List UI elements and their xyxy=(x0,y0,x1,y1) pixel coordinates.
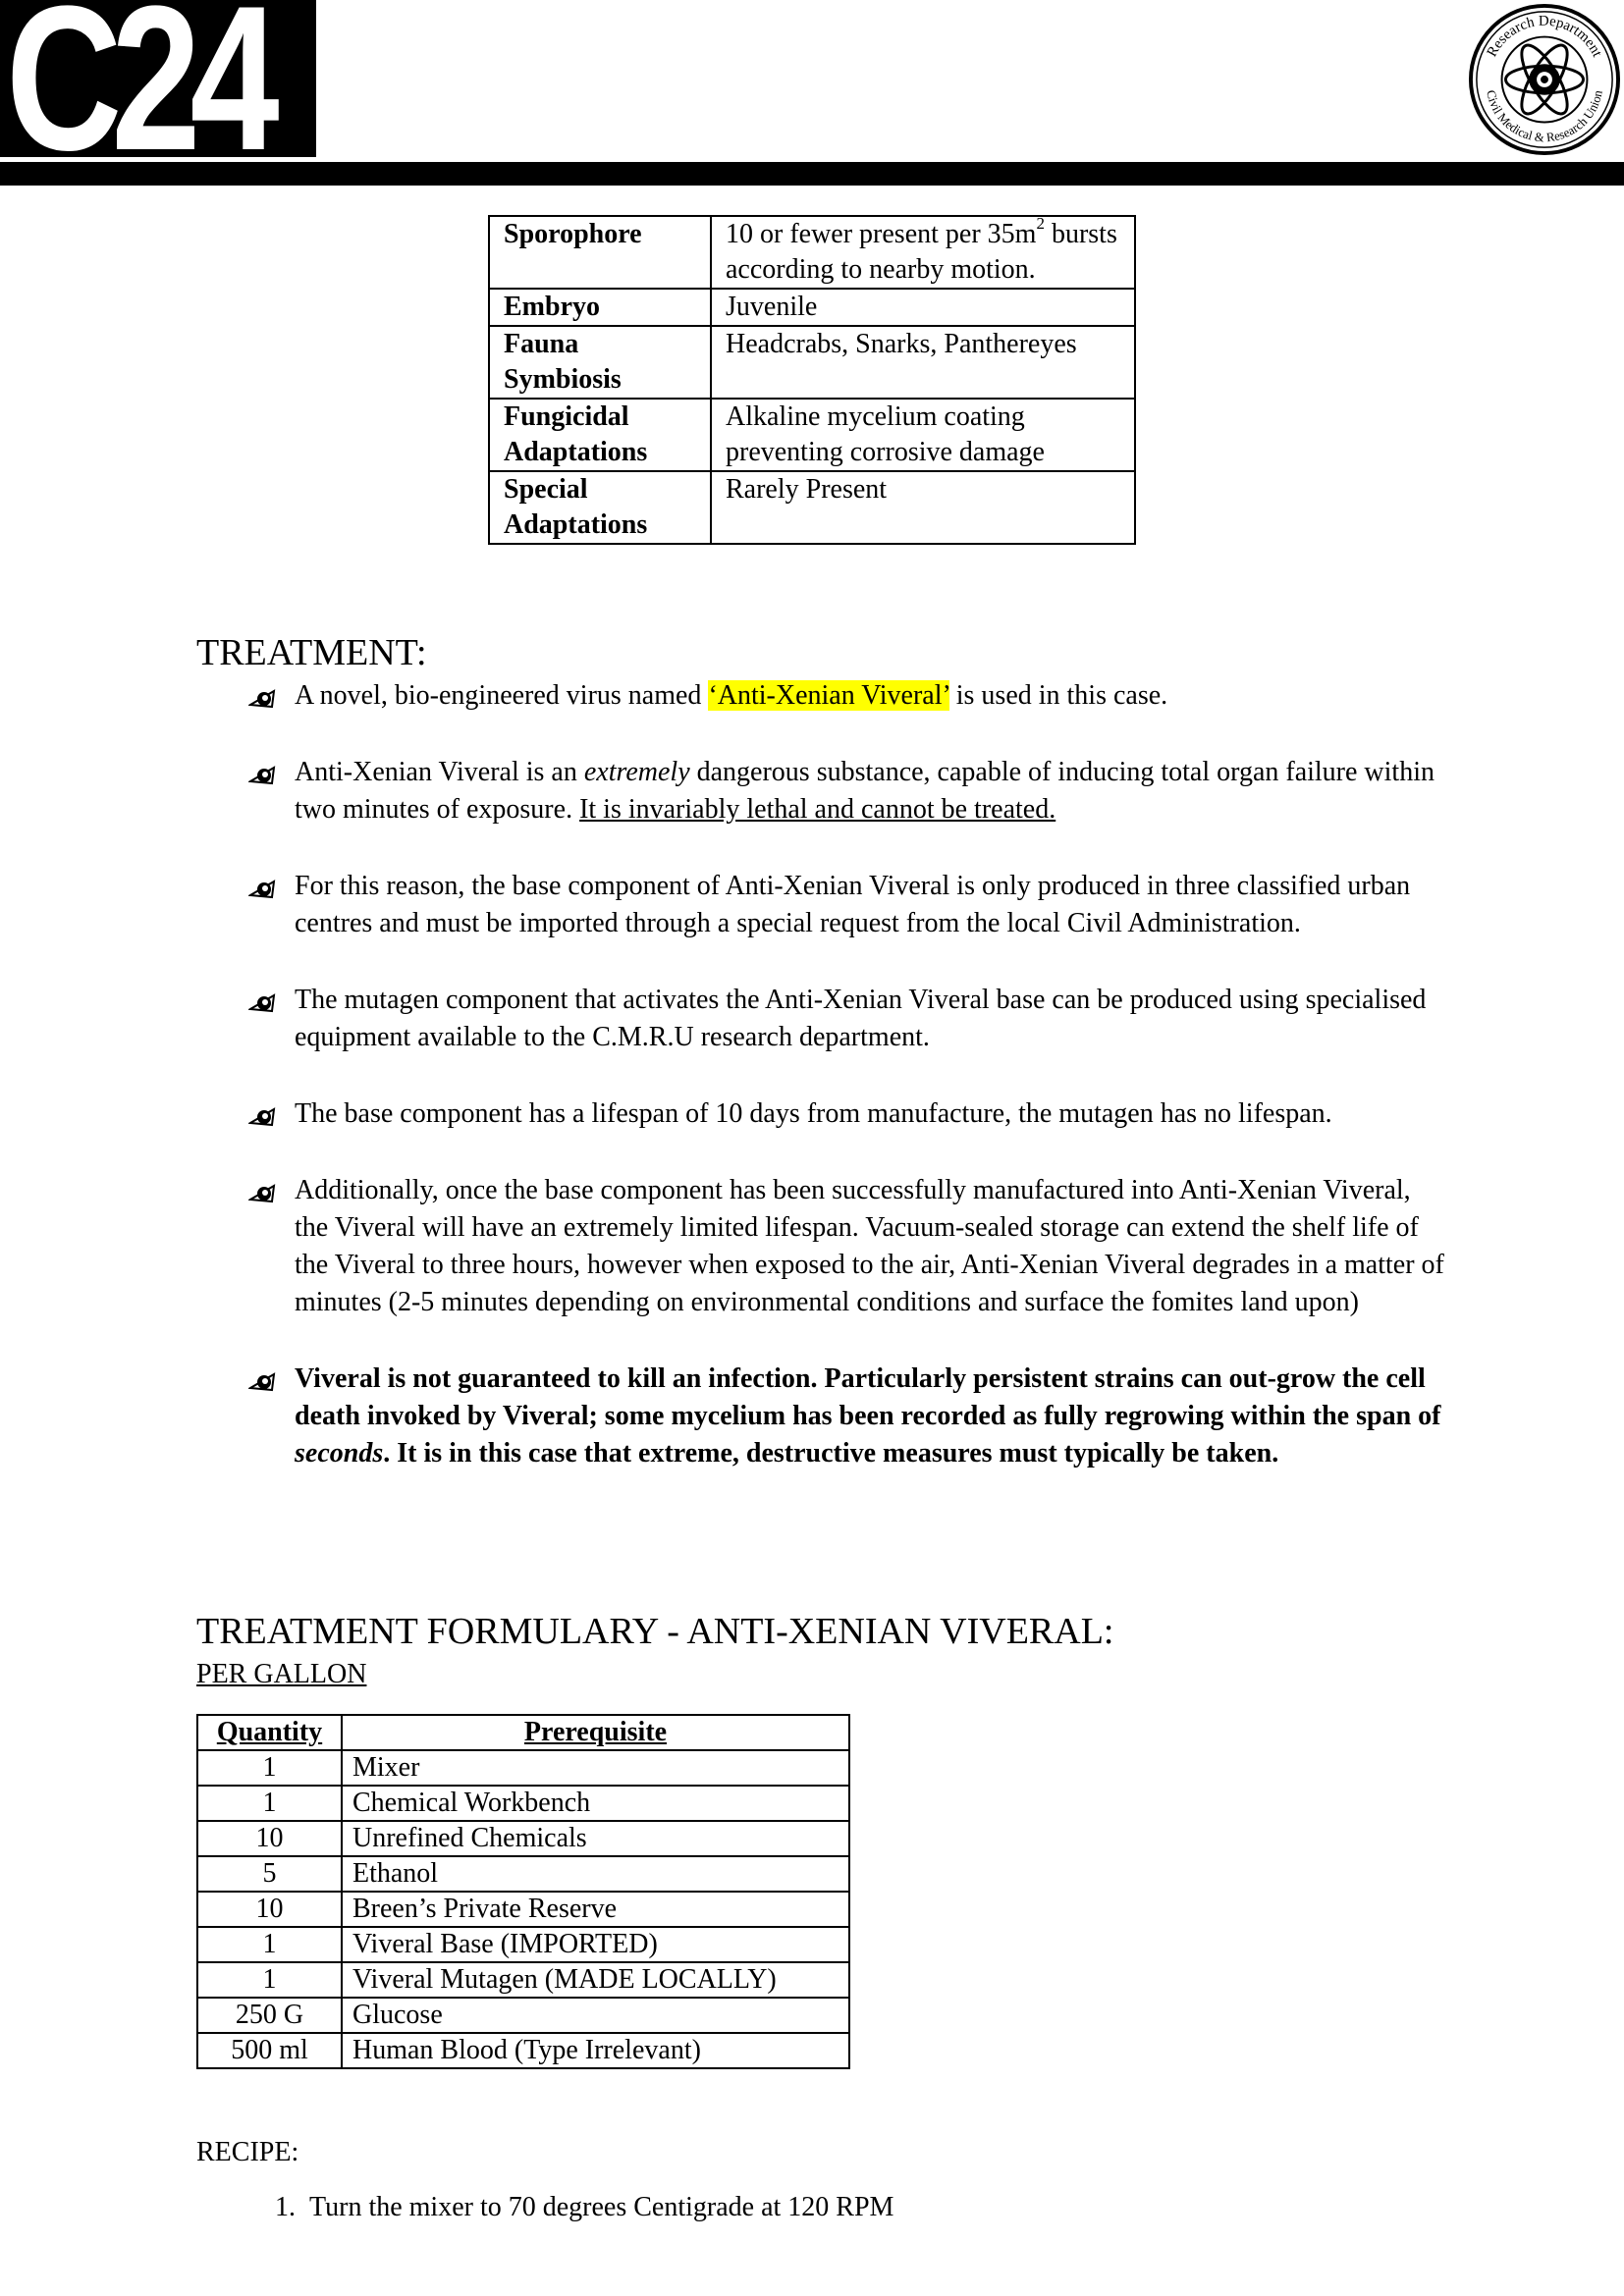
property-value: 10 or fewer present per $35m^2$ bursts according to nearby motion. xyxy=(711,216,1135,289)
prerequisite-cell: Chemical Workbench xyxy=(342,1786,849,1821)
table-row xyxy=(197,2033,849,2068)
quantity-cell: 10 xyxy=(197,1892,342,1927)
list-item: For this reason, the base component of Anti-Xenian Viveral is only produced in three classified urban centres and must be imported through a special request from the local Civil Administration. xyxy=(248,868,1446,942)
prerequisite-cell: Viveral Base (IMPORTED) xyxy=(342,1927,849,1962)
list-item: A novel, bio-engineered virus named ‘Anti-Xenian Viveral’ is used in this case. xyxy=(248,677,1446,715)
list-item: Anti-Xenian Viveral is an extremely dangerous substance, capable of inducing total organ failure within two minutes of exposure. It is invariably lethal and cannot be treated. xyxy=(248,754,1446,828)
treatment-list xyxy=(248,677,1446,1512)
seal-text-bottom: Civil Medical & Research Union xyxy=(1484,88,1605,145)
property-key: Fauna Symbiosis xyxy=(489,326,711,399)
formulary-heading: TREATMENT FORMULARY - ANTI-XENIAN VIVERAL: xyxy=(196,1611,1114,1652)
property-value: Headcrabs, Snarks, Panthereyes xyxy=(711,326,1135,399)
table-row xyxy=(197,1821,849,1856)
list-item: The base component has a lifespan of 10 days from manufacture, the mutagen has no lifespan. xyxy=(248,1095,1446,1133)
research-department-seal-icon xyxy=(1467,2,1622,157)
recipe-label: RECIPE: xyxy=(196,2137,299,2167)
seal-text-top: Research Department xyxy=(1484,13,1605,60)
column-header-prerequisite: Prerequisite xyxy=(342,1715,849,1750)
quantity-cell: 500 ml xyxy=(197,2033,342,2068)
prerequisite-cell: Unrefined Chemicals xyxy=(342,1821,849,1856)
table-row xyxy=(489,399,1135,471)
swirl-bullet-icon xyxy=(248,1180,276,1203)
quantity-cell: 1 xyxy=(197,1750,342,1786)
quantity-cell: 5 xyxy=(197,1856,342,1892)
table-row xyxy=(197,1856,849,1892)
list-item: The mutagen component that activates the Anti-Xenian Viveral base can be produced using specialised equipment available to the C.M.R.U research department. xyxy=(248,982,1446,1056)
svg-text:Civil Medical & Research Union xyxy=(1484,88,1605,144)
quantity-cell: 1 xyxy=(197,1786,342,1821)
treatment-heading: TREATMENT: xyxy=(196,632,427,673)
property-value: Juvenile xyxy=(711,289,1135,326)
swirl-bullet-icon xyxy=(248,1368,276,1392)
table-row xyxy=(489,326,1135,399)
table-row xyxy=(197,1750,849,1786)
list-item: Additionally, once the base component has been successfully manufactured into Anti-Xenian Viveral, the Viveral will have an extremely limited lifespan. Vacuum-sealed storage can extend the shelf life of the Viveral to three hours, however when exposed to the air, Anti-Xenian Viveral degrades in a matter of minutes (2-5 minutes depending on environmental conditions and surface the fomites land upon) xyxy=(248,1172,1446,1321)
property-key: Special Adaptations xyxy=(489,471,711,544)
swirl-bullet-icon xyxy=(248,989,276,1013)
highlighted-term: ‘Anti-Xenian Viveral’ xyxy=(708,680,949,711)
organism-properties-table xyxy=(488,215,1136,545)
prerequisite-cell: Ethanol xyxy=(342,1856,849,1892)
quantity-cell: 10 xyxy=(197,1821,342,1856)
table-row xyxy=(197,1998,849,2033)
prerequisite-cell: Mixer xyxy=(342,1750,849,1786)
property-key: Embryo xyxy=(489,289,711,326)
table-row xyxy=(489,289,1135,326)
property-key: Fungicidal Adaptations xyxy=(489,399,711,471)
swirl-bullet-icon xyxy=(248,1103,276,1127)
quantity-cell: 1 xyxy=(197,1927,342,1962)
formulary-subheading: PER GALLON xyxy=(196,1659,367,1689)
list-item: Viveral is not guaranteed to kill an infection. Particularly persistent strains can out-grow the cell death invoked by Viveral; some mycelium has been recorded as fully regrowing within the span of seconds. It is in this case that extreme, destructive measures must typically be taken. xyxy=(248,1361,1446,1472)
table-row xyxy=(197,1962,849,1998)
table-row xyxy=(197,1786,849,1821)
prerequisite-cell: Breen’s Private Reserve xyxy=(342,1892,849,1927)
c24-logo: C24 xyxy=(0,0,316,157)
table-row xyxy=(197,1892,849,1927)
table-row xyxy=(489,471,1135,544)
prerequisite-cell: Glucose xyxy=(342,1998,849,2033)
header-bar xyxy=(0,162,1624,186)
property-value: Alkaline mycelium coating preventing corrosive damage xyxy=(711,399,1135,471)
table-row xyxy=(197,1927,849,1962)
prerequisite-cell: Viveral Mutagen (MADE LOCALLY) xyxy=(342,1962,849,1998)
column-header-quantity: Quantity xyxy=(197,1715,342,1750)
prerequisite-cell: Human Blood (Type Irrelevant) xyxy=(342,2033,849,2068)
swirl-bullet-icon xyxy=(248,685,276,709)
swirl-bullet-icon xyxy=(248,762,276,785)
table-row xyxy=(489,216,1135,289)
step-text: Turn the mixer to 70 degrees Centigrade at 120 RPM xyxy=(309,2192,894,2222)
recipe-steps xyxy=(196,2189,893,2226)
swirl-bullet-icon xyxy=(248,876,276,899)
quantity-cell: 1 xyxy=(197,1962,342,1998)
property-value: Rarely Present xyxy=(711,471,1135,544)
list-item xyxy=(196,2189,893,2226)
quantity-cell: 250 G xyxy=(197,1998,342,2033)
step-number: 1. xyxy=(275,2192,296,2222)
table-header-row xyxy=(197,1715,849,1750)
property-key: Sporophore xyxy=(489,216,711,289)
formulary-table xyxy=(196,1714,850,2069)
